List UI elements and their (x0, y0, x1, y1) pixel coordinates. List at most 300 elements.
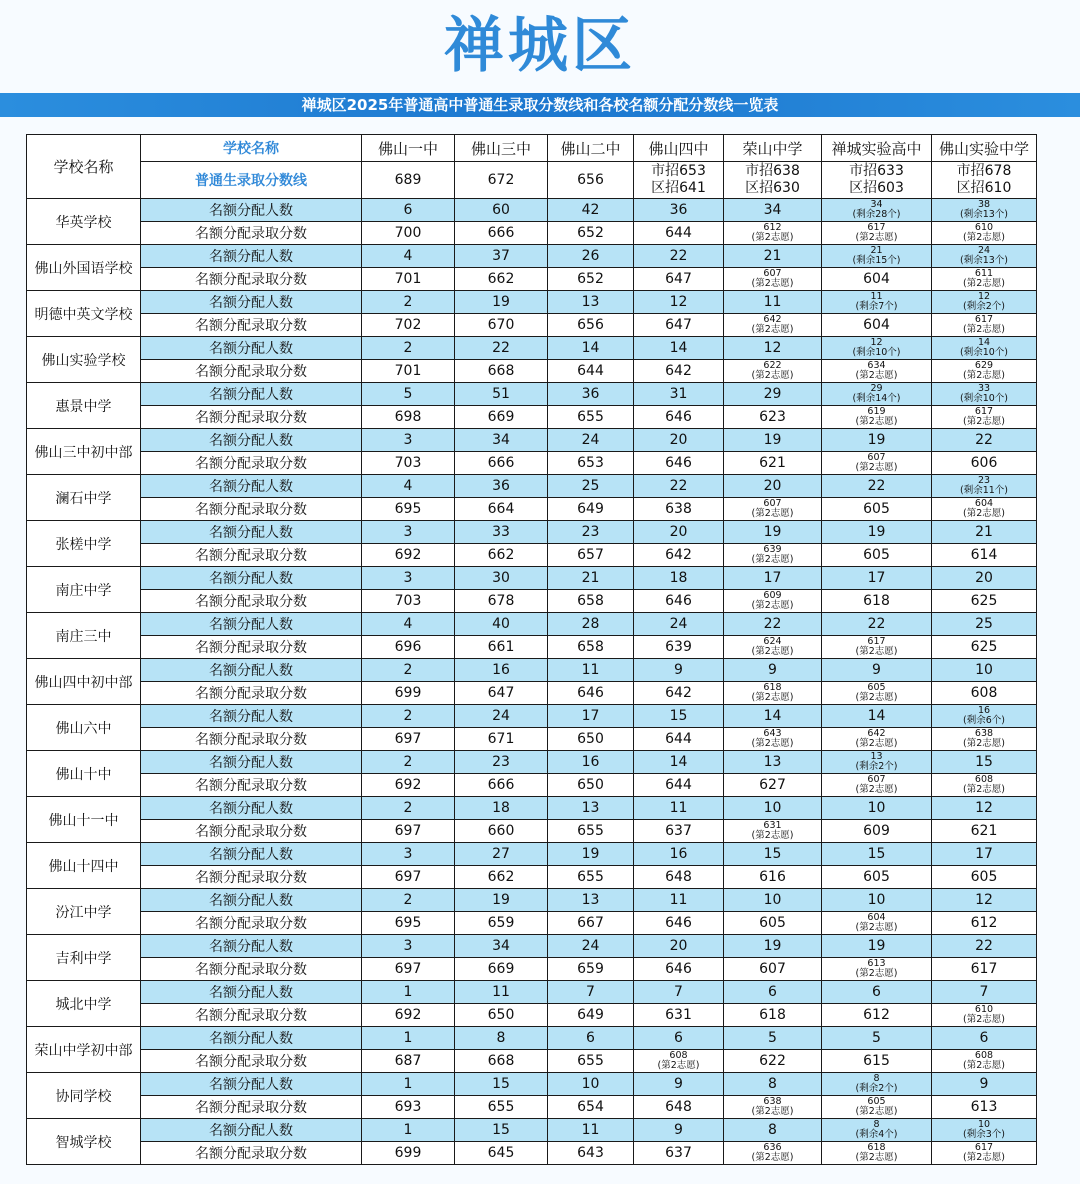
cell-value: 17 (975, 846, 993, 862)
score-cell (548, 1050, 634, 1073)
quota-row (27, 1119, 1037, 1142)
cell-value: 697 (394, 869, 422, 885)
cell-value: 19 (867, 524, 886, 540)
cell-value: 25 (581, 478, 600, 494)
cell-value: 7 (674, 984, 683, 1000)
cell-note: (第2志愿) (963, 784, 1005, 795)
quota-row (27, 797, 1037, 820)
score-cell (932, 774, 1037, 797)
score-row (27, 958, 1037, 981)
cell-value: 23 (977, 475, 991, 486)
cell-value: 612 (763, 222, 782, 233)
score-cell (724, 452, 822, 475)
cell-value: 20 (669, 938, 688, 954)
cell-note: (剩余2个) (963, 301, 1005, 312)
cell-value: 2 (403, 708, 413, 724)
cell-value: 612 (863, 1007, 890, 1023)
quota-cell (724, 1073, 822, 1096)
score-text: 区招610 (956, 180, 1012, 196)
cell-note: (第2志愿) (751, 232, 794, 243)
score-cell (634, 1096, 724, 1119)
cell-value: 670 (487, 317, 515, 333)
quota-cell (548, 1027, 634, 1050)
school-name: 汾江中学 (27, 889, 141, 935)
quota-cell (362, 935, 455, 958)
score-row (27, 544, 1037, 567)
quota-cell (634, 843, 724, 866)
quota-cell (724, 337, 822, 360)
quota-cell (932, 429, 1037, 452)
quota-cell (634, 291, 724, 314)
quota-cell (548, 889, 634, 912)
quota-row (27, 199, 1037, 222)
cell-value: 24 (581, 432, 600, 448)
row-label-quota: 名额分配人数 (141, 429, 362, 452)
cell-note: (第2志愿) (963, 1060, 1005, 1071)
quota-row (27, 245, 1037, 268)
quota-cell (822, 475, 932, 498)
score-text: 市招638 (745, 163, 800, 179)
cell-value: 22 (669, 248, 688, 264)
row-label-score: 名额分配录取分数 (141, 820, 362, 843)
quota-cell (362, 981, 455, 1004)
score-cell (548, 360, 634, 383)
score-cell (822, 498, 932, 521)
score-row (27, 1142, 1037, 1165)
quota-cell (724, 291, 822, 314)
cell-value: 617 (867, 222, 886, 233)
cell-value: 608 (970, 685, 998, 701)
quota-row (27, 291, 1037, 314)
quota-cell (724, 1027, 822, 1050)
cell-value: 612 (970, 915, 998, 931)
cell-value: 34 (492, 432, 510, 448)
cell-value: 19 (763, 524, 782, 540)
row-label-score: 名额分配录取分数 (141, 1050, 362, 1073)
score-cell (362, 452, 455, 475)
quota-cell (548, 1119, 634, 1142)
quota-cell (822, 889, 932, 912)
cell-value: 16 (977, 705, 991, 716)
score-cell (822, 590, 932, 613)
cell-note: (剩余14个) (852, 393, 901, 404)
cell-value: 1 (403, 1122, 413, 1138)
cell-value: 650 (577, 731, 604, 747)
cell-value: 6 (403, 202, 413, 218)
quota-cell (634, 567, 724, 590)
cell-value: 622 (763, 360, 782, 371)
cell-value: 8 (873, 1119, 880, 1130)
quota-cell (822, 1119, 932, 1142)
score-cell (362, 590, 455, 613)
row-label-score: 名额分配录取分数 (141, 544, 362, 567)
cell-value: 20 (975, 570, 993, 586)
cell-value: 24 (977, 245, 991, 256)
quota-cell (634, 199, 724, 222)
cell-value: 10 (763, 892, 782, 908)
cell-value: 696 (394, 639, 422, 655)
quota-row (27, 383, 1037, 406)
row-label-quota: 名额分配人数 (141, 245, 362, 268)
cell-value: 8 (496, 1030, 506, 1046)
cell-value: 621 (970, 823, 998, 839)
cell-value: 51 (492, 386, 510, 402)
cell-value: 19 (867, 938, 886, 954)
cell-value: 3 (403, 938, 413, 954)
school-name: 佛山外国语学校 (27, 245, 141, 291)
quota-cell (548, 291, 634, 314)
cell-note: (第2志愿) (855, 232, 898, 243)
quota-cell (455, 659, 548, 682)
cell-value: 643 (577, 1145, 604, 1161)
cell-value: 609 (763, 590, 782, 601)
score-cell (822, 222, 932, 245)
cell-value: 607 (867, 774, 886, 785)
cell-value: 624 (763, 636, 782, 647)
quota-cell (822, 659, 932, 682)
quota-cell (932, 1119, 1037, 1142)
quota-cell (362, 1073, 455, 1096)
quota-cell (724, 475, 822, 498)
score-text: 市招678 (956, 163, 1012, 179)
score-cell (724, 866, 822, 889)
score-cell (634, 1050, 724, 1073)
admission-score-row (27, 162, 1037, 199)
cell-note: (第2志愿) (855, 646, 898, 657)
row-label-score: 名额分配录取分数 (141, 1142, 362, 1165)
score-cell (932, 1142, 1037, 1165)
row-label-score: 名额分配录取分数 (141, 314, 362, 337)
quota-cell (822, 751, 932, 774)
cell-value: 671 (487, 731, 515, 747)
sub-header-admission-score: 普通生录取分数线 (141, 162, 362, 199)
score-cell (548, 1096, 634, 1119)
row-label-quota: 名额分配人数 (141, 567, 362, 590)
score-cell (362, 360, 455, 383)
cell-value: 11 (669, 800, 688, 816)
score-cell (634, 452, 724, 475)
cell-value: 26 (581, 248, 600, 264)
cell-value: 6 (586, 1030, 595, 1046)
score-row (27, 820, 1037, 843)
score-cell (724, 314, 822, 337)
school-name: 荣山中学初中部 (27, 1027, 141, 1073)
score-row (27, 222, 1037, 245)
cell-value: 60 (492, 202, 510, 218)
score-text: 656 (577, 172, 604, 188)
quota-cell (548, 337, 634, 360)
score-cell (724, 682, 822, 705)
cell-value: 621 (759, 455, 786, 471)
cell-value: 12 (975, 800, 993, 816)
cell-value: 649 (577, 1007, 604, 1023)
cell-value: 6 (872, 984, 881, 1000)
quota-cell (932, 935, 1037, 958)
cell-value: 646 (665, 961, 692, 977)
row-label-quota: 名额分配人数 (141, 199, 362, 222)
cell-value: 19 (763, 432, 782, 448)
cell-value: 617 (974, 406, 994, 417)
column-header: 佛山一中 (362, 135, 455, 162)
cell-value: 700 (394, 225, 422, 241)
cell-value: 638 (974, 728, 994, 739)
cell-value: 13 (870, 751, 883, 762)
cell-note: (第2志愿) (855, 922, 898, 933)
cell-value: 657 (577, 547, 604, 563)
quota-cell (634, 429, 724, 452)
score-cell (548, 268, 634, 291)
cell-value: 655 (577, 409, 604, 425)
score-text: 区招603 (849, 180, 904, 196)
school-name: 城北中学 (27, 981, 141, 1027)
cell-value: 22 (867, 478, 886, 494)
quota-cell (548, 613, 634, 636)
score-cell (822, 544, 932, 567)
score-cell (822, 636, 932, 659)
quota-cell (634, 383, 724, 406)
score-cell (548, 728, 634, 751)
score-row (27, 590, 1037, 613)
quota-row (27, 705, 1037, 728)
cell-value: 693 (394, 1099, 422, 1115)
score-cell (362, 820, 455, 843)
quota-cell (724, 429, 822, 452)
quota-cell (634, 797, 724, 820)
score-cell (724, 1096, 822, 1119)
cell-value: 14 (763, 708, 782, 724)
cell-value: 10 (763, 800, 782, 816)
quota-row (27, 475, 1037, 498)
quota-cell (362, 705, 455, 728)
quota-cell (362, 429, 455, 452)
cell-value: 634 (867, 360, 886, 371)
column-header: 佛山实验中学 (932, 135, 1037, 162)
cell-value: 648 (665, 1099, 692, 1115)
cell-note: (剩余28个) (852, 209, 901, 220)
cell-note: (第2志愿) (963, 324, 1005, 335)
score-cell (932, 728, 1037, 751)
cell-value: 19 (492, 892, 510, 908)
score-cell (455, 774, 548, 797)
cell-value: 7 (586, 984, 595, 1000)
quota-cell (634, 1119, 724, 1142)
quota-cell (822, 429, 932, 452)
score-cell (932, 544, 1037, 567)
cell-value: 664 (487, 501, 515, 517)
score-cell (362, 728, 455, 751)
cell-value: 23 (581, 524, 600, 540)
cell-value: 5 (403, 386, 413, 402)
cell-value: 22 (669, 478, 688, 494)
cell-value: 22 (975, 938, 993, 954)
cell-value: 654 (577, 1099, 604, 1115)
cell-value: 24 (492, 708, 510, 724)
cell-value: 15 (867, 846, 886, 862)
cell-value: 618 (759, 1007, 786, 1023)
cell-value: 644 (665, 225, 692, 241)
cell-note: (第2志愿) (657, 1060, 700, 1071)
cell-note: (剩余3个) (963, 1129, 1005, 1140)
column-header: 佛山四中 (634, 135, 724, 162)
quota-cell (634, 981, 724, 1004)
score-row (27, 1004, 1037, 1027)
cell-value: 15 (975, 754, 993, 770)
quota-cell (634, 1027, 724, 1050)
score-cell (932, 314, 1037, 337)
quota-cell (634, 1073, 724, 1096)
cell-value: 36 (492, 478, 510, 494)
score-cell (548, 636, 634, 659)
cell-value: 678 (487, 593, 515, 609)
score-cell (724, 498, 822, 521)
cell-note: (第2志愿) (963, 278, 1005, 289)
score-cell (455, 222, 548, 245)
score-cell (634, 544, 724, 567)
cell-value: 23 (492, 754, 510, 770)
score-cell (634, 498, 724, 521)
cell-value: 701 (394, 363, 422, 379)
cell-value: 647 (665, 271, 692, 287)
score-cell (932, 406, 1037, 429)
cell-value: 669 (487, 409, 515, 425)
row-label-quota: 名额分配人数 (141, 521, 362, 544)
quota-cell (932, 889, 1037, 912)
cell-value: 10 (867, 800, 886, 816)
score-cell (548, 866, 634, 889)
cell-value: 607 (763, 268, 782, 279)
quota-cell (455, 291, 548, 314)
cell-value: 607 (763, 498, 782, 509)
quota-cell (724, 889, 822, 912)
cell-value: 4 (403, 248, 413, 264)
score-cell (362, 498, 455, 521)
school-name: 吉利中学 (27, 935, 141, 981)
cell-value: 618 (863, 593, 890, 609)
cell-value: 24 (581, 938, 600, 954)
cell-value: 14 (977, 337, 991, 348)
quota-cell (362, 567, 455, 590)
cell-value: 2 (403, 340, 413, 356)
cell-value: 16 (492, 662, 510, 678)
school-name: 张槎中学 (27, 521, 141, 567)
cell-note: (剩余10个) (852, 347, 901, 358)
score-cell (932, 958, 1037, 981)
cell-value: 655 (577, 1053, 604, 1069)
cell-value: 37 (492, 248, 510, 264)
cell-value: 33 (492, 524, 510, 540)
score-cell (634, 820, 724, 843)
cell-value: 642 (867, 728, 886, 739)
cell-value: 625 (970, 639, 998, 655)
cell-value: 34 (492, 938, 510, 954)
score-cell (724, 268, 822, 291)
score-cell (822, 1004, 932, 1027)
cell-note: (剩余13个) (959, 209, 1008, 220)
quota-cell (548, 429, 634, 452)
score-cell (455, 452, 548, 475)
score-cell (932, 360, 1037, 383)
cell-value: 605 (863, 547, 890, 563)
cell-value: 610 (974, 222, 994, 233)
quota-cell (634, 751, 724, 774)
cell-note: (第2志愿) (963, 1014, 1005, 1025)
cell-value: 695 (394, 915, 422, 931)
score-cell (634, 406, 724, 429)
cell-value: 697 (394, 823, 422, 839)
cell-value: 604 (974, 498, 994, 509)
quota-cell (634, 889, 724, 912)
quota-row (27, 613, 1037, 636)
score-row (27, 452, 1037, 475)
quota-cell (932, 199, 1037, 222)
cell-value: 10 (867, 892, 886, 908)
school-name: 华英学校 (27, 199, 141, 245)
cell-value: 22 (492, 340, 510, 356)
quota-cell (455, 475, 548, 498)
school-name: 佛山十中 (27, 751, 141, 797)
score-cell (822, 912, 932, 935)
quota-cell (822, 797, 932, 820)
cell-value: 608 (974, 774, 994, 785)
cell-value: 616 (759, 869, 786, 885)
score-cell (548, 314, 634, 337)
cell-value: 15 (669, 708, 688, 724)
school-name: 佛山十四中 (27, 843, 141, 889)
row-label-quota: 名额分配人数 (141, 889, 362, 912)
score-cell (822, 774, 932, 797)
cell-note: (剩余15个) (852, 255, 901, 266)
cell-value: 14 (669, 340, 688, 356)
quota-cell (455, 1027, 548, 1050)
score-row (27, 636, 1037, 659)
cell-value: 604 (863, 271, 890, 287)
cell-value: 11 (870, 291, 883, 302)
cell-value: 618 (867, 1142, 886, 1153)
cell-value: 3 (403, 524, 413, 540)
score-cell (724, 1004, 822, 1027)
quota-cell (724, 843, 822, 866)
quota-cell (362, 751, 455, 774)
quota-row (27, 1027, 1037, 1050)
quota-row (27, 659, 1037, 682)
score-cell (362, 866, 455, 889)
cell-value: 3 (403, 846, 413, 862)
row-label-quota: 名额分配人数 (141, 383, 362, 406)
quota-cell (724, 659, 822, 682)
cell-value: 617 (970, 961, 998, 977)
quota-cell (634, 475, 724, 498)
cell-note: (第2志愿) (855, 738, 898, 749)
cell-value: 11 (492, 984, 510, 1000)
cell-value: 10 (977, 1119, 991, 1130)
cell-value: 25 (975, 616, 993, 632)
score-cell (455, 498, 548, 521)
cell-value: 8 (873, 1073, 880, 1084)
cell-note: (剩余4个) (855, 1129, 898, 1140)
cell-value: 629 (974, 360, 994, 371)
cell-value: 614 (970, 547, 998, 563)
row-label-score: 名额分配录取分数 (141, 498, 362, 521)
cell-value: 17 (763, 570, 782, 586)
quota-cell (548, 981, 634, 1004)
cell-value: 605 (863, 501, 890, 517)
row-label-quota: 名额分配人数 (141, 659, 362, 682)
quota-cell (362, 475, 455, 498)
cell-value: 30 (492, 570, 510, 586)
cell-value: 9 (674, 1076, 683, 1092)
cell-value: 662 (487, 271, 515, 287)
quota-cell (362, 245, 455, 268)
